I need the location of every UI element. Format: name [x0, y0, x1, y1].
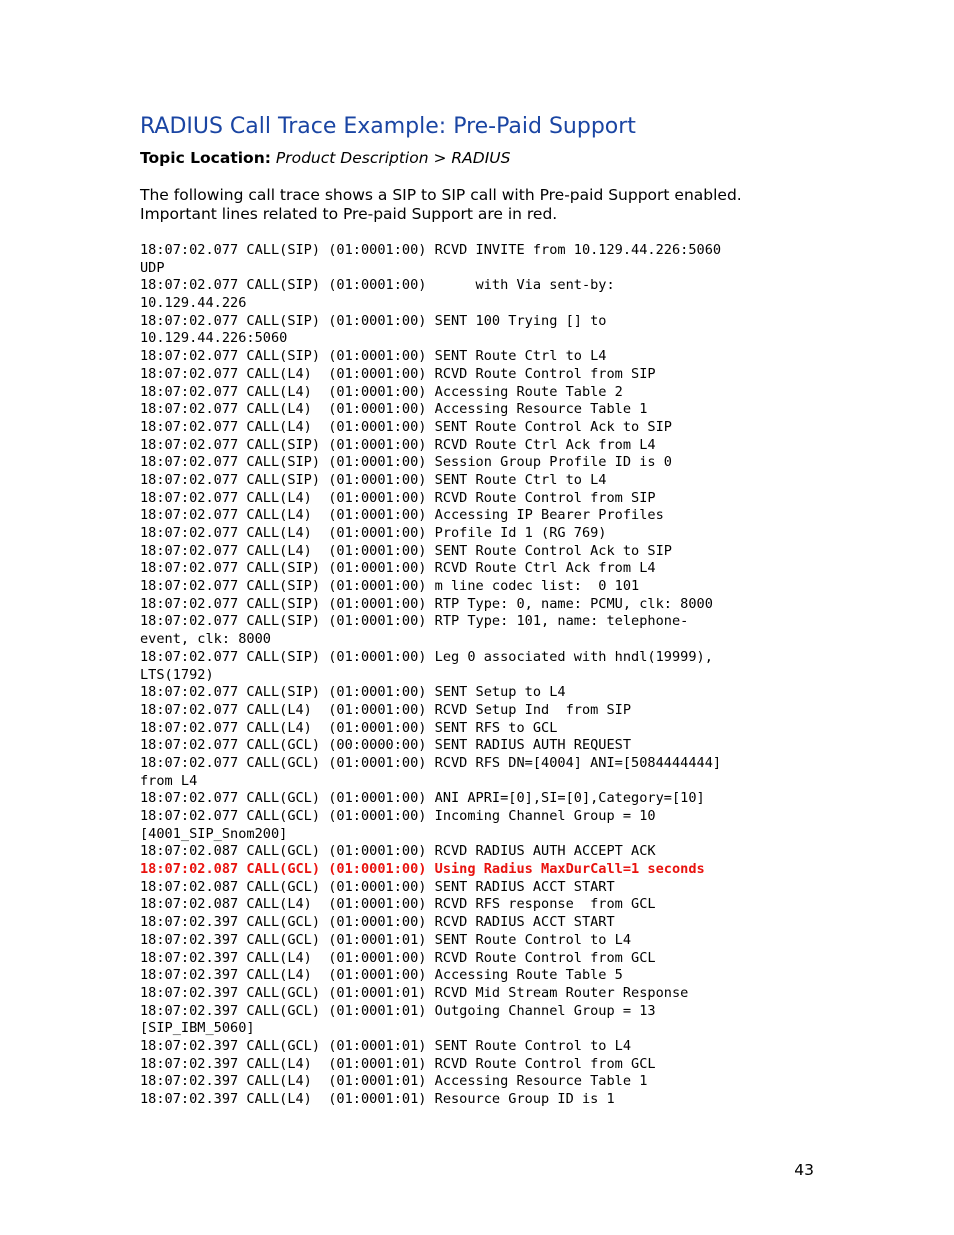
trace-line: 10.129.44.226:5060 [140, 330, 288, 347]
topic-location-label: Topic Location: [140, 149, 271, 167]
trace-line: 18:07:02.397 CALL(L4) (01:0001:01) Resource Group ID is 1 [140, 1091, 615, 1107]
topic-location-path: Product Description > RADIUS [275, 149, 511, 167]
trace-line: 18:07:02.397 CALL(L4) (01:0001:01) RCVD Route Control from GCL [140, 1055, 656, 1072]
trace-line: event, clk: 8000 [140, 631, 271, 648]
trace-line: 18:07:02.077 CALL(L4) (01:0001:00) RCVD Route Control from SIP [140, 365, 656, 382]
trace-line: 18:07:02.397 CALL(GCL) (01:0001:01) SENT Route Control to L4 [140, 1037, 632, 1054]
trace-line: 18:07:02.077 CALL(SIP) (01:0001:00) Session Group Profile ID is 0 [140, 454, 672, 471]
page-title: RADIUS Call Trace Example: Pre-Paid Support [140, 114, 636, 139]
trace-line-important: 18:07:02.087 CALL(GCL) (01:0001:00) Using Radius MaxDurCall=1 seconds [140, 861, 705, 878]
trace-line: 18:07:02.077 CALL(SIP) (01:0001:00) RCVD INVITE from 10.129.44.226:5060 [140, 242, 722, 258]
trace-line: 18:07:02.077 CALL(L4) (01:0001:00) Accessing Resource Table 1 [140, 401, 648, 418]
call-trace-listing [140, 242, 820, 1109]
trace-line: 18:07:02.397 CALL(L4) (01:0001:01) Accessing Resource Table 1 [140, 1073, 648, 1090]
trace-line: 18:07:02.077 CALL(SIP) (01:0001:00) SENT Route Ctrl to L4 [140, 348, 607, 365]
trace-line: 18:07:02.077 CALL(L4) (01:0001:00) RCVD Setup Ind from SIP [140, 701, 632, 718]
trace-line: 18:07:02.077 CALL(SIP) (01:0001:00) RTP Type: 0, name: PCMU, clk: 8000 [140, 595, 713, 612]
trace-line: 18:07:02.077 CALL(SIP) (01:0001:00) SENT Route Ctrl to L4 [140, 471, 607, 488]
trace-line: 18:07:02.077 CALL(L4) (01:0001:00) SENT Route Control Ack to SIP [140, 418, 672, 435]
intro-paragraph [140, 186, 820, 224]
trace-line: LTS(1792) [140, 666, 214, 683]
trace-line: 18:07:02.077 CALL(SIP) (01:0001:00) SENT 100 Trying [] to [140, 312, 607, 329]
trace-line: [SIP_IBM_5060] [140, 1020, 255, 1037]
trace-line: from L4 [140, 772, 198, 789]
trace-line: 18:07:02.397 CALL(GCL) (01:0001:01) RCVD Mid Stream Router Response [140, 984, 689, 1001]
trace-line: 18:07:02.077 CALL(SIP) (01:0001:00) m line codec list: 0 101 [140, 578, 640, 595]
topic-location [140, 148, 510, 168]
trace-line: 18:07:02.077 CALL(SIP) (01:0001:00) SENT Setup to L4 [140, 684, 566, 701]
trace-line: 18:07:02.087 CALL(GCL) (01:0001:00) RCVD RADIUS AUTH ACCEPT ACK [140, 843, 656, 860]
trace-line: 18:07:02.077 CALL(L4) (01:0001:00) RCVD Route Control from SIP [140, 489, 656, 506]
intro-line: Important lines related to Pre-paid Support are in red. [140, 205, 558, 223]
trace-line: 18:07:02.077 CALL(SIP) (01:0001:00) RTP Type: 101, name: telephone- [140, 613, 689, 630]
page-number: 43 [794, 1161, 814, 1179]
trace-line: 18:07:02.397 CALL(L4) (01:0001:00) RCVD Route Control from GCL [140, 949, 656, 966]
trace-line: 18:07:02.077 CALL(L4) (01:0001:00) Profile Id 1 (RG 769) [140, 525, 607, 541]
trace-line: 18:07:02.397 CALL(GCL) (01:0001:01) Outgoing Channel Group = 13 [140, 1002, 656, 1019]
trace-line: 18:07:02.077 CALL(GCL) (00:0000:00) SENT RADIUS AUTH REQUEST [140, 737, 632, 754]
trace-line: 18:07:02.397 CALL(L4) (01:0001:00) Accessing Route Table 5 [140, 967, 623, 984]
trace-line: [4001_SIP_Snom200] [140, 825, 288, 842]
trace-line: 18:07:02.087 CALL(GCL) (01:0001:00) SENT RADIUS ACCT START [140, 878, 615, 895]
trace-line: 18:07:02.077 CALL(SIP) (01:0001:00) Leg 0 associated with hndl(19999), [140, 648, 713, 665]
trace-line: 18:07:02.077 CALL(SIP) (01:0001:00) RCVD Route Ctrl Ack from L4 [140, 436, 656, 453]
trace-line: 18:07:02.077 CALL(GCL) (01:0001:00) Incoming Channel Group = 10 [140, 808, 656, 824]
trace-line: 18:07:02.077 CALL(GCL) (01:0001:00) ANI APRI=[0],SI=[0],Category=[10] [140, 790, 705, 807]
trace-line: 18:07:02.077 CALL(L4) (01:0001:00) SENT RFS to GCL [140, 719, 558, 736]
trace-line: 18:07:02.077 CALL(L4) (01:0001:00) SENT Route Control Ack to SIP [140, 542, 672, 559]
trace-line: 18:07:02.397 CALL(GCL) (01:0001:00) RCVD RADIUS ACCT START [140, 914, 615, 931]
trace-line: 18:07:02.087 CALL(L4) (01:0001:00) RCVD RFS response from GCL [140, 896, 656, 913]
intro-line: The following call trace shows a SIP to SIP call with Pre-paid Support enabled. [140, 186, 742, 204]
trace-line: 18:07:02.077 CALL(SIP) (01:0001:00) with Via sent-by: [140, 277, 615, 294]
trace-line: UDP [140, 259, 165, 276]
trace-line: 18:07:02.077 CALL(SIP) (01:0001:00) RCVD Route Ctrl Ack from L4 [140, 560, 656, 577]
trace-line: 18:07:02.077 CALL(L4) (01:0001:00) Accessing IP Bearer Profiles [140, 507, 664, 524]
trace-line: 18:07:02.077 CALL(GCL) (01:0001:00) RCVD RFS DN=[4004] ANI=[5084444444] [140, 754, 722, 771]
trace-line: 10.129.44.226 [140, 295, 247, 312]
trace-line: 18:07:02.077 CALL(L4) (01:0001:00) Accessing Route Table 2 [140, 383, 623, 400]
trace-line: 18:07:02.397 CALL(GCL) (01:0001:01) SENT Route Control to L4 [140, 931, 632, 948]
